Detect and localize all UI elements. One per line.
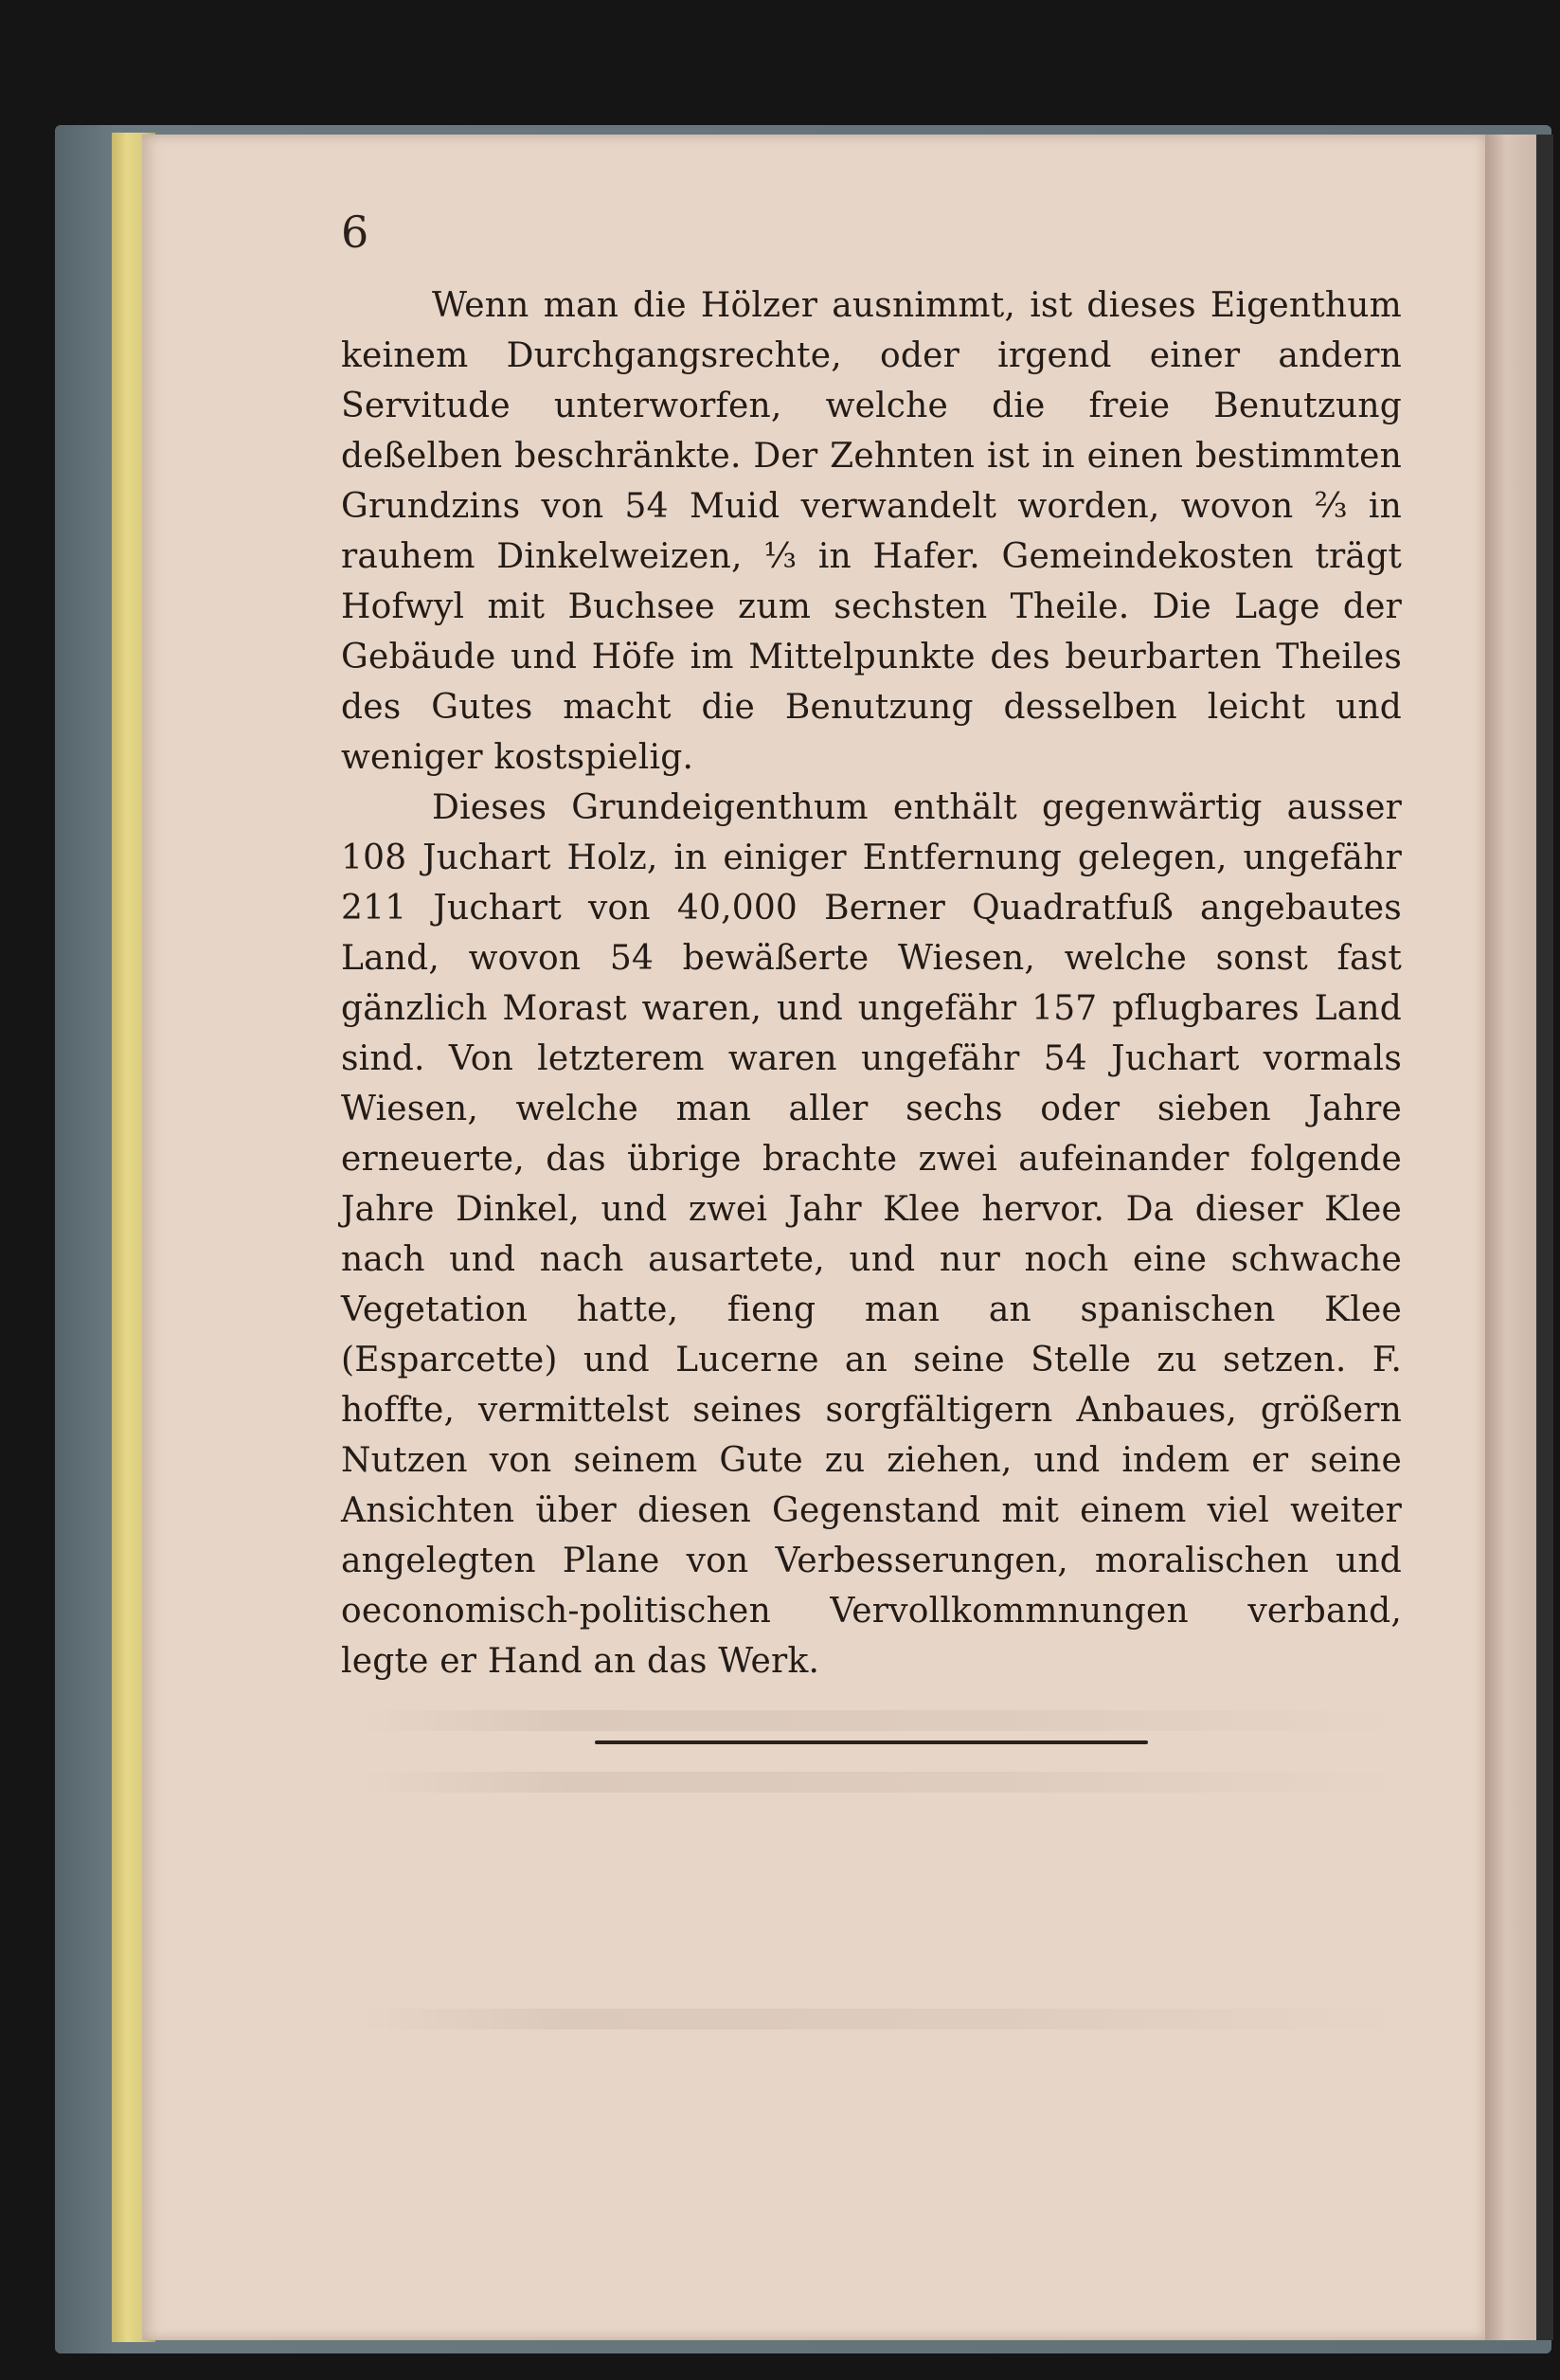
show-through-line <box>360 2009 1402 2029</box>
section-divider-rule <box>595 1740 1148 1744</box>
paragraph: Wenn man die Hölzer ausnimmt, ist dieses Eigenthum keinem Durchgangsrechte, oder irgend einer andern Servitude unterworfen, welche die freie Benutzung deßelben beschränkte. Der Zehnten ist in einen bestimmten Grundzins von 54 Muid verwandelt worden, wovon ⅔ in rauhem Dinkelweizen, ⅓ in Hafer. Gemeindekosten trägt Hofwyl mit Buchsee zum sechsten Theile. Die Lage der Gebäude und Höfe im Mittelpunkte des beurbarten Theiles des Gutes macht die Benutzung desselben leicht und weniger kostspielig. <box>341 286 1402 777</box>
page-fold <box>1485 135 1538 2340</box>
show-through-line <box>360 1772 1402 1793</box>
show-through-line <box>360 1710 1402 1731</box>
body-text <box>341 280 1402 1686</box>
page-number: 6 <box>341 207 369 258</box>
page-fold-shadow <box>1536 135 1553 2340</box>
paragraph: Dieses Grundeigenthum enthält gegenwärtig ausser 108 Juchart Holz, in einiger Entfernung gelegen, ungefähr 211 Juchart von 40,000 Berner Quadratfuß angebautes Land, wovon 54 bewäßerte Wiesen, welche sonst fast gänzlich Morast waren, und ungefähr 157 pflugbares Land sind. Von letzterem waren ungefähr 54 Juchart vormals Wiesen, welche man aller sechs oder sieben Jahre erneuerte, das übrige brachte zwei aufeinander folgende Jahre Dinkel, und zwei Jahr Klee hervor. Da dieser Klee nach und nach ausartete, und nur noch eine schwache Vegetation hatte, fieng man an spanischen Klee (Esparcette) und Lucerne an seine Stelle zu setzen. F. hoffte, vermittelst seines sorgfältigern Anbaues, größern Nutzen von seinem Gute zu ziehen, und indem er seine Ansichten über diesen Gegenstand mit einem viel weiter angelegten Plane von Verbesserungen, moralischen und oeconomisch-politischen Vervollkommnungen verband, legte er Hand an das Werk. <box>341 788 1402 1681</box>
